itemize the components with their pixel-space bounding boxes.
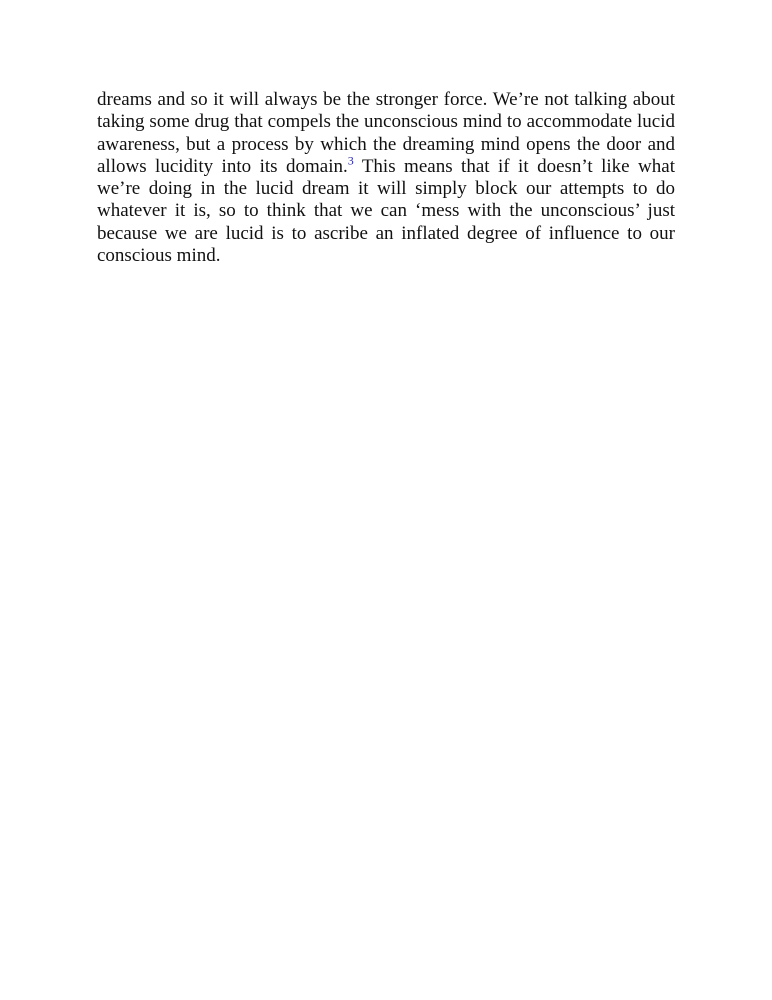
body-paragraph (97, 89, 675, 267)
footnote-reference-link[interactable]: 3 (347, 153, 354, 168)
paragraph-text-after-footnote: This means that if it doesn’t like what we’re doing in the lucid dream it will simply block our attempts to do whatever it is, so to think that we can ‘mess with the unconscious’ just because we are lucid is to ascribe an inflated degree of influence to our conscious mind. (97, 155, 675, 267)
paragraph-text-before-footnote: dreams and so it will always be the stronger force. We’re not talking about taking some drug that compels the unconscious mind to accommodate lucid awareness, but a process by which the dreaming mind opens the door and allows lucidity into its domain. (97, 89, 675, 177)
